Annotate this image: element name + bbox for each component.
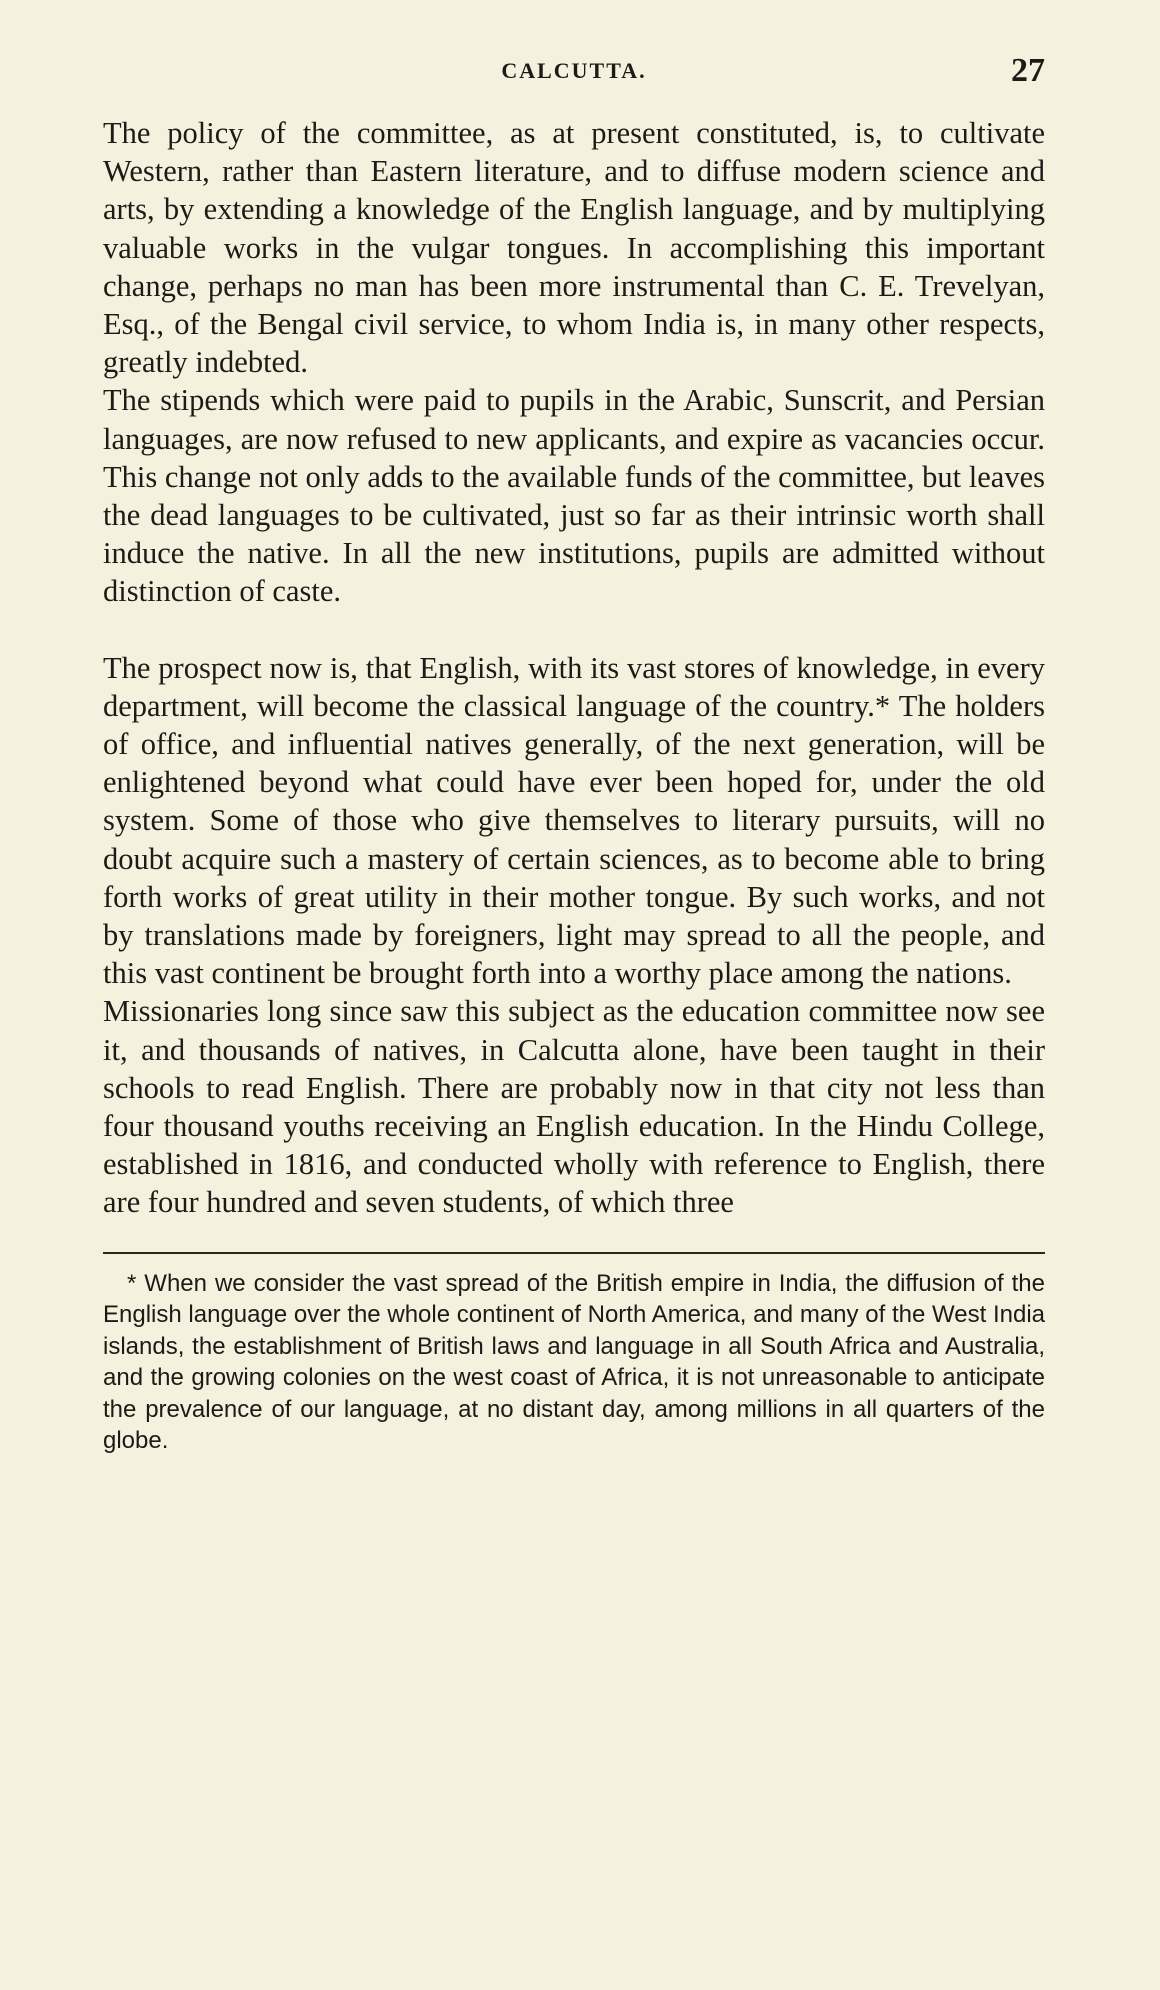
main-text: [103, 114, 1045, 1222]
running-head-title: CALCUTTA.: [501, 58, 647, 83]
paragraph-committee-policy: The policy of the committee, as at present constituted, is, to cultivate Western, rather than Eastern literature, and to diffuse modern science and arts, by extending a knowledge of the English language, and by multiplying valuable works in the vulgar tongues. In accomplishing this important change, perhaps no man has been more instrumental than C. E. Trevelyan, Esq., of the Bengal civil service, to whom India is, in many other respects, greatly indebted.: [103, 116, 1045, 380]
running-head: [103, 52, 1045, 96]
paragraph-missionaries: Missionaries long since saw this subject as the education committee now see it, and thousands of natives, in Calcutta alone, have been taught in their schools to read English. There are probably now in that city not less than four thousand youths receiving an English education. In the Hindu College, established in 1816, and conducted wholly with reference to English, there are four hundred and seven students, of which three: [103, 994, 1045, 1220]
footnote-divider: [103, 1252, 1045, 1254]
page-number: 27: [1011, 52, 1045, 89]
book-page: [103, 52, 1045, 1457]
paragraph-stipends: The stipends which were paid to pupils in the Arabic, Sunscrit, and Persian languages, are now refused to new applicants, and expire as vacancies occur. This change not only adds to the available funds of the committee, but leaves the dead languages to be cultivated, just so far as their intrinsic worth shall induce the native. In all the new institutions, pupils are admitted without distinction of caste.: [103, 383, 1045, 609]
footnote: * When we consider the vast spread of the British empire in India, the diffusion of the English language over the whole continent of North America, and many of the West India islands, the establishment of British laws and language in all South Africa and Australia, and the growing colonies on the west coast of Africa, it is not unreasonable to anticipate the prevalence of our language, at no distant day, among millions in all quarters of the globe.: [103, 1269, 1045, 1455]
paragraph-prospect: The prospect now is, that English, with its vast stores of knowledge, in every department, will become the classical language of the country.* The holders of office, and influential natives generally, of the next generation, will be enlightened beyond what could have ever been hoped for, under the old system. Some of those who give themselves to literary pursuits, will no doubt acquire such a mastery of certain sciences, as to become able to bring forth works of great utility in their mother tongue. By such works, and not by translations made by foreigners, light may spread to all the people, and this vast continent be brought forth into a worthy place among the nations.: [103, 650, 1045, 991]
